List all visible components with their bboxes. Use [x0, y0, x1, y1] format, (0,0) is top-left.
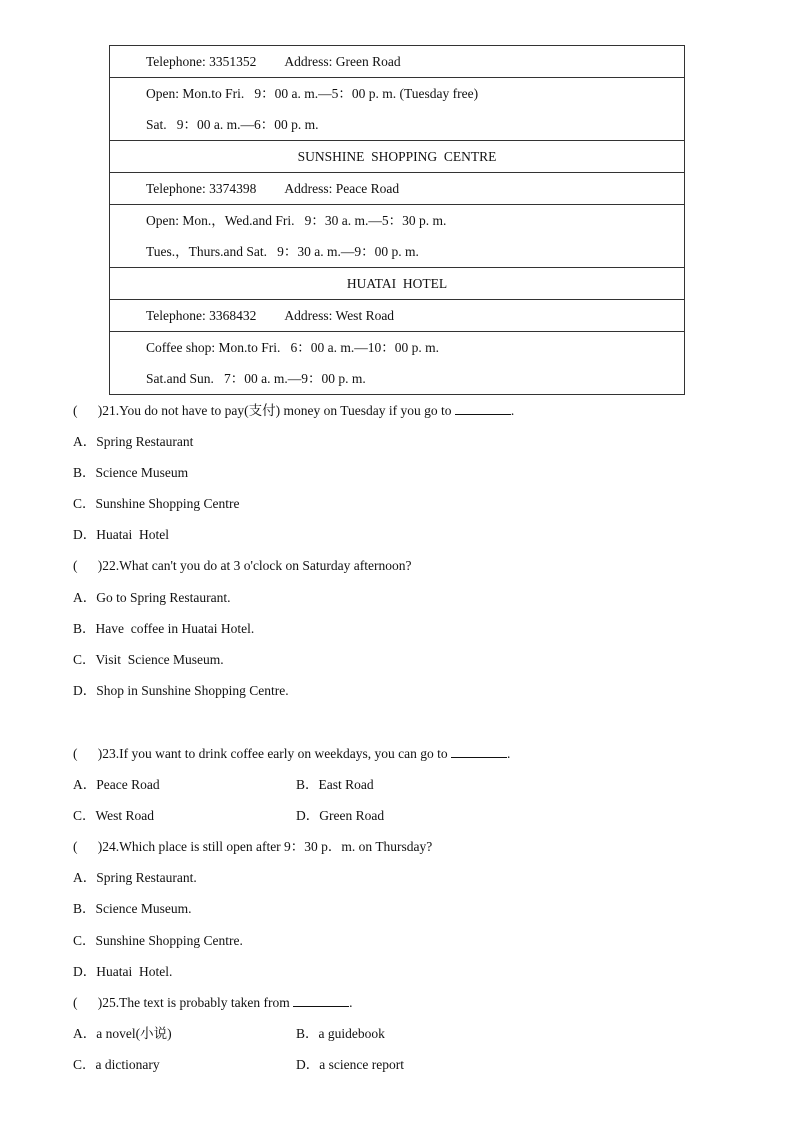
q22-option-c: C．Visit Science Museum.: [73, 652, 224, 667]
answer-blank: [455, 402, 511, 415]
q25-option-d: D．a science report: [296, 1057, 404, 1072]
q25-option-a: A．a novel(小说): [73, 1026, 172, 1041]
shopping-address: Address: Peace Road: [284, 181, 400, 196]
q24-option-d: D．Huatai Hotel.: [73, 964, 173, 979]
hotel-hours-weekday: Coffee shop: Mon.to Fri. 6：00 a. m.—10：00 p. m.: [146, 340, 439, 355]
museum-hours-weekday: Open: Mon.to Fri. 9：00 a. m.—5：00 p. m. (Tuesday free): [146, 86, 479, 101]
q23-option-b: B．East Road: [296, 777, 374, 792]
shopping-telephone: Telephone: 3374398: [146, 181, 257, 196]
answer-blank: [451, 745, 507, 758]
museum-hours-row: [110, 77, 684, 140]
hotel-address: Address: West Road: [284, 308, 395, 323]
museum-contact-row: [110, 46, 684, 77]
hotel-contact-row: [110, 299, 684, 331]
q22-option-a: A．Go to Spring Restaurant.: [73, 590, 231, 605]
q25-option-c: C．a dictionary: [73, 1057, 160, 1072]
q24-option-a: A．Spring Restaurant.: [73, 870, 197, 885]
q21-option-d: D．Huatai Hotel: [73, 527, 169, 542]
museum-address: Address: Green Road: [284, 54, 401, 69]
hotel-name-row: [110, 267, 684, 299]
info-table: [109, 45, 685, 395]
q21-option-c: C．Sunshine Shopping Centre: [73, 496, 240, 511]
question-21: ( )21.You do not have to pay(支付) money on Tuesday if you go to .: [73, 403, 515, 418]
museum-hours-saturday: Sat. 9：00 a. m.—6：00 p. m.: [146, 117, 319, 132]
q22-option-b: B．Have coffee in Huatai Hotel.: [73, 621, 255, 636]
q23-option-a: A．Peace Road: [73, 777, 160, 792]
q24-option-c: C．Sunshine Shopping Centre.: [73, 933, 243, 948]
question-22: ( )22.What can't you do at 3 o'clock on Saturday afternoon?: [73, 558, 412, 573]
shopping-hours-1: Open: Mon.，Wed.and Fri. 9：30 a. m.—5：30 p. m.: [146, 213, 447, 228]
q21-option-a: A．Spring Restaurant: [73, 434, 194, 449]
q21-option-b: B．Science Museum: [73, 465, 189, 480]
question-24: ( )24.Which place is still open after 9：30 p．m. on Thursday?: [73, 839, 433, 854]
q23-option-c: C．West Road: [73, 808, 155, 823]
museum-telephone: Telephone: 3351352: [146, 54, 257, 69]
shopping-centre-name: SUNSHINE SHOPPING CENTRE: [297, 149, 497, 164]
hotel-telephone: Telephone: 3368432: [146, 308, 257, 323]
q24-option-b: B．Science Museum.: [73, 901, 192, 916]
hotel-hours-row: [110, 331, 684, 394]
shopping-hours-row: [110, 204, 684, 267]
hotel-hours-weekend: Sat.and Sun. 7：00 a. m.—9：00 p. m.: [146, 371, 366, 386]
question-25: ( )25.The text is probably taken from .: [73, 995, 353, 1010]
q25-option-b: B．a guidebook: [296, 1026, 385, 1041]
shopping-name-row: [110, 140, 684, 172]
q22-option-d: D．Shop in Sunshine Shopping Centre.: [73, 683, 289, 698]
question-23: ( )23.If you want to drink coffee early on weekdays, you can go to .: [73, 746, 511, 761]
q23-option-d: D．Green Road: [296, 808, 385, 823]
hotel-name: HUATAI HOTEL: [346, 276, 448, 291]
shopping-contact-row: [110, 172, 684, 204]
answer-blank: [293, 994, 349, 1007]
shopping-hours-2: Tues.，Thurs.and Sat. 9：30 a. m.—9：00 p. m.: [146, 244, 419, 259]
